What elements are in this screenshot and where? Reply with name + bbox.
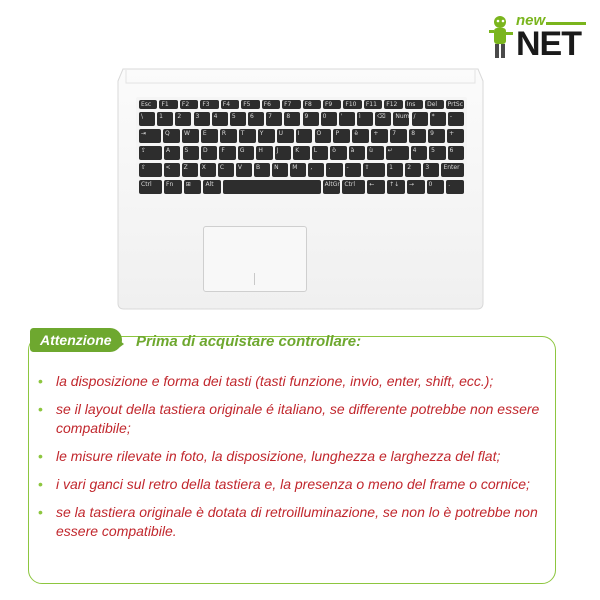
notice-list [38, 372, 544, 550]
keyboard-key[interactable]: ⇧ [139, 163, 162, 177]
keyboard-key[interactable]: , [308, 163, 324, 177]
keyboard-key[interactable]: ⇧ [363, 163, 386, 177]
keyboard-key[interactable]: F11 [364, 100, 382, 109]
keyboard-key[interactable]: → [407, 180, 425, 194]
keyboard-key[interactable]: B [254, 163, 270, 177]
bullet-icon: • [38, 504, 43, 520]
keyboard-key[interactable]: ⌫ [375, 112, 391, 126]
keyboard-key[interactable]: 2 [175, 112, 191, 126]
notice-tag: Attenzione [30, 328, 122, 352]
keyboard-key[interactable]: 2 [405, 163, 421, 177]
keyboard-key[interactable]: < [164, 163, 180, 177]
keyboard-key[interactable]: 5 [230, 112, 246, 126]
keyboard-key[interactable]: U [277, 129, 294, 143]
keyboard-key[interactable]: M [290, 163, 306, 177]
keyboard-key[interactable]: 6 [448, 146, 464, 160]
keyboard-key[interactable]: I [296, 129, 313, 143]
keyboard-key[interactable]: T [239, 129, 256, 143]
keyboard-key[interactable]: F [219, 146, 235, 160]
keyboard [136, 97, 467, 208]
keyboard-key[interactable]: W [182, 129, 199, 143]
keyboard-key[interactable]: V [236, 163, 252, 177]
keyboard-key[interactable]: F2 [180, 100, 198, 109]
keyboard-key[interactable]: Y [258, 129, 275, 143]
keyboard-key[interactable]: + [371, 129, 388, 143]
list-item: • se la tastiera originale è dotata di retroilluminazione, se non lo è potrebbe non essere compatibile. [38, 504, 538, 539]
keyboard-key[interactable]: 0 [321, 112, 337, 126]
keyboard-key[interactable]: F12 [384, 100, 402, 109]
notice-heading: Prima di acquistare controllare: [136, 333, 362, 350]
bullet-icon: • [38, 373, 43, 389]
keyboard-key[interactable]: Ctrl [139, 180, 162, 194]
keyboard-key[interactable]: 5 [429, 146, 445, 160]
brand-logo [486, 12, 590, 64]
keyboard-key[interactable]: Z [182, 163, 198, 177]
list-item: • i vari ganci sul retro della tastiera e, la presenza o meno del frame o cornice; [38, 476, 530, 492]
keyboard-key[interactable]: G [238, 146, 254, 160]
keyboard-key[interactable]: E [201, 129, 218, 143]
keyboard-key[interactable]: D [201, 146, 217, 160]
keyboard-key[interactable]: Del [425, 100, 443, 109]
keyboard-key[interactable]: X [200, 163, 216, 177]
keyboard-key[interactable]: F10 [343, 100, 361, 109]
keyboard-key[interactable]: F9 [323, 100, 341, 109]
keyboard-key[interactable]: 4 [411, 146, 427, 160]
keyboard-key[interactable]: ↵ [386, 146, 409, 160]
bullet-icon: • [38, 401, 43, 417]
keyboard-key[interactable]: K [293, 146, 309, 160]
keyboard-key[interactable]: F8 [303, 100, 321, 109]
keyboard-key[interactable]: N [272, 163, 288, 177]
bullet-icon: • [38, 476, 43, 492]
notice-tag-arrow [116, 338, 124, 350]
keyboard-key[interactable]: ⇥ [139, 129, 161, 143]
keyboard-key[interactable]: Num [393, 112, 409, 126]
touchpad[interactable] [203, 226, 307, 292]
keyboard-key[interactable]: Q [163, 129, 180, 143]
keyboard-key[interactable]: ⇪ [139, 146, 162, 160]
list-item: • le misure rilevate in foto, la disposizione, lunghezza e larghezza del flat; [38, 448, 501, 464]
bullet-icon: • [38, 448, 43, 464]
touchpad-button-divider [254, 273, 255, 285]
logo-small-text: new [516, 12, 546, 29]
keyboard-key[interactable]: Ctrl [342, 180, 365, 194]
logo-big-text: NET [516, 25, 581, 63]
keyboard-key[interactable]: Fn [164, 180, 182, 194]
keyboard-key[interactable]: R [220, 129, 237, 143]
keyboard-key[interactable]: 9 [303, 112, 319, 126]
keyboard-key[interactable]: F3 [200, 100, 218, 109]
mascot-icon [486, 14, 516, 62]
keyboard-key[interactable]: 0 [427, 180, 445, 194]
list-item: • se il layout della tastiera originale é italiano, se differente potrebbe non essere compatibile; [38, 401, 540, 436]
keyboard-key[interactable]: S [183, 146, 199, 160]
keyboard-key[interactable]: 4 [212, 112, 228, 126]
keyboard-key[interactable]: 9 [428, 129, 445, 143]
keyboard-key[interactable]: H [256, 146, 272, 160]
keyboard-key[interactable]: - [345, 163, 361, 177]
keyboard-key[interactable]: O [315, 129, 332, 143]
keyboard-key[interactable]: ⊞ [184, 180, 202, 194]
keyboard-key[interactable]: P [333, 129, 350, 143]
keyboard-key[interactable]: AltGr [323, 180, 341, 194]
keyboard-key[interactable]: Ins [405, 100, 423, 109]
keyboard-key[interactable]: F6 [262, 100, 280, 109]
keyboard-key[interactable]: ò [330, 146, 346, 160]
keyboard-key[interactable]: Alt [203, 180, 221, 194]
keyboard-key[interactable]: L [312, 146, 328, 160]
keyboard-key[interactable]: 8 [409, 129, 426, 143]
keyboard-key[interactable]: 6 [248, 112, 264, 126]
keyboard-key[interactable]: PrtSc [447, 101, 464, 108]
keyboard-key[interactable]: è [352, 129, 369, 143]
keyboard-key[interactable]: . [446, 180, 464, 194]
keyboard-key[interactable]: ↑↓ [387, 180, 405, 194]
keyboard-key[interactable]: 1 [387, 163, 403, 177]
keyboard-key[interactable]: 3 [423, 163, 439, 177]
keyboard-key[interactable]: ← [367, 180, 385, 194]
spacebar-key[interactable] [223, 180, 320, 194]
keyboard-key[interactable]: \ [139, 112, 155, 126]
keyboard-key[interactable]: / [412, 112, 428, 126]
keyboard-key[interactable]: F7 [282, 100, 300, 109]
list-item: • la disposizione e forma dei tasti (tasti funzione, invio, enter, shift, ecc.); [38, 373, 494, 389]
keyboard-key[interactable]: F5 [241, 100, 259, 109]
keyboard-key[interactable]: 1 [157, 112, 173, 126]
keyboard-key[interactable]: ì [357, 112, 373, 126]
keyboard-key[interactable]: C [218, 163, 234, 177]
keyboard-key[interactable]: à [349, 146, 365, 160]
keyboard-key[interactable]: F4 [221, 100, 239, 109]
keyboard-key[interactable]: ' [339, 112, 355, 126]
keyboard-key[interactable]: + [447, 129, 464, 143]
keyboard-key[interactable]: * [430, 112, 446, 126]
keyboard-key[interactable]: - [448, 112, 464, 126]
keyboard-key[interactable]: Esc [139, 100, 157, 109]
keyboard-key[interactable]: F1 [159, 100, 177, 109]
keyboard-key[interactable]: ù [367, 146, 383, 160]
keyboard-key[interactable]: . [326, 163, 342, 177]
keyboard-key[interactable]: 8 [284, 112, 300, 126]
keyboard-key[interactable]: 7 [266, 112, 282, 126]
keyboard-key[interactable]: J [275, 146, 291, 160]
keyboard-key[interactable]: A [164, 146, 180, 160]
keyboard-key[interactable]: 7 [390, 129, 407, 143]
keyboard-key[interactable]: Enter [441, 163, 464, 177]
keyboard-key[interactable]: 3 [194, 112, 210, 126]
